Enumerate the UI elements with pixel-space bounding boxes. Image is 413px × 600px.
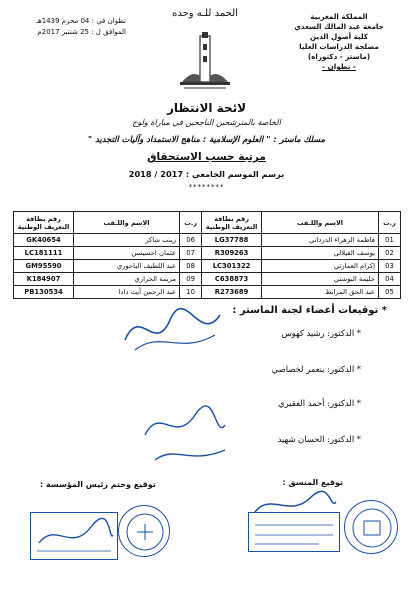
jury-member: * الدكتور: أحمد الفقيري — [278, 398, 361, 408]
table-row — [14, 273, 401, 286]
hijri-date: تطوان في : 04 محرم 1439هـ — [35, 17, 126, 25]
rank-cell: 05 — [379, 286, 401, 299]
rank-cell: 08 — [180, 260, 202, 273]
header-line: - تطوان - — [322, 62, 356, 71]
table-row — [14, 247, 401, 260]
dean-signature-label: توقيع وختم رئيس المؤسسة : — [40, 480, 156, 489]
name-cell: عبد الحق المرابط — [262, 286, 379, 299]
col-rank: ر.ت — [379, 212, 401, 234]
coordinator-signature-label: توقيع المنسق : — [282, 478, 343, 487]
rank-cell: 07 — [180, 247, 202, 260]
name-cell: عبد الرحمن أيت دادا — [74, 286, 180, 299]
col-name: الاسم واللـقب — [74, 212, 180, 234]
header-line: (ماستر - دكتوراه) — [307, 52, 371, 61]
name-cell: حليمة البوشتي — [262, 273, 379, 286]
date-block — [14, 16, 126, 38]
cin-cell: R273689 — [202, 286, 262, 299]
name-cell: عبد اللطيف الباجوري — [74, 260, 180, 273]
jury-member: * الدكتور: بنعمر لخصاصي — [271, 364, 361, 374]
rank-cell: 01 — [379, 234, 401, 247]
name-cell: يوسف القيلالي — [262, 247, 379, 260]
rank-cell: 02 — [379, 247, 401, 260]
header-line: جامعة عبد المالك السعدي — [294, 22, 384, 31]
page-subtitle: الخاصة بالمترشحين الناجحين في مباراة ولوج — [132, 118, 281, 127]
table-header-row — [14, 212, 401, 234]
cin-cell: LC301322 — [202, 260, 262, 273]
signature-scribble-icon — [120, 300, 230, 360]
cin-cell: K184907 — [14, 273, 74, 286]
institution-header — [279, 12, 399, 72]
signature-scribble-icon — [250, 490, 340, 520]
coordinator-stamp-icon — [344, 500, 398, 554]
cin-cell: C638873 — [202, 273, 262, 286]
name-cell: إكرام العمارتي — [262, 260, 379, 273]
rank-cell: 06 — [180, 234, 202, 247]
rank-cell: 04 — [379, 273, 401, 286]
name-cell: عثمان احسيسن — [74, 247, 180, 260]
col-rank: ر.ت — [180, 212, 202, 234]
ranking-label: مرتبة حسب الاستحقاق — [147, 151, 266, 163]
name-cell: مريمة الحراري — [74, 273, 180, 286]
cin-cell: GK40654 — [14, 234, 74, 247]
academic-year: برسم الموسم الجامعي : 2017 / 2018 — [128, 169, 285, 179]
name-cell: زينب شاكر — [74, 234, 180, 247]
rank-cell: 09 — [180, 273, 202, 286]
col-cin: رقم بطاقة التعريف الوطنية — [14, 212, 74, 234]
cin-cell: PB130534 — [14, 286, 74, 299]
gregorian-date: الموافق ل : 25 شتنبر 2017م — [37, 28, 126, 36]
rank-cell: 03 — [379, 260, 401, 273]
col-name: الاسم واللـقب — [262, 212, 379, 234]
stars-divider: ******** — [188, 183, 225, 191]
rank-cell: 10 — [180, 286, 202, 299]
jury-title: * توقيعات أعضاء لجنة الماستر : — [232, 305, 387, 316]
table-row — [14, 286, 401, 299]
cin-cell: LC181111 — [14, 247, 74, 260]
table-row — [14, 260, 401, 273]
jury-member: * الدكتور: الحسان شهيد — [277, 434, 361, 444]
signature-scribble-icon — [140, 405, 230, 445]
cin-cell: GM95590 — [14, 260, 74, 273]
official-stamp-icon — [118, 505, 170, 557]
name-cell: فاطمة الزهراء الدرداني — [262, 234, 379, 247]
cin-cell: LG37788 — [202, 234, 262, 247]
waiting-list-table — [13, 211, 401, 299]
table-row — [14, 234, 401, 247]
jury-member: * الدكتور: رشيد كهوس — [281, 328, 361, 338]
program-name: مسلك ماستر : " العلوم الإسلامية : مناهج الاستمداد وآليات التجديد " — [87, 134, 326, 144]
header-line: مصلحة الدراسات العليا — [299, 42, 379, 51]
header-line: المملكة المغربية — [310, 12, 368, 21]
header-line: كلية أصول الدين — [309, 32, 369, 41]
dean-stamp-icon — [30, 512, 118, 560]
university-logo-icon — [172, 30, 238, 96]
col-cin: رقم بطاقة التعريف الوطنية — [202, 212, 262, 234]
hamd-calligraphy: الحمد للـه وحده — [172, 8, 238, 19]
signature-scribble-icon — [150, 440, 230, 470]
page-title: لائحة الانتظار — [166, 101, 247, 115]
cin-cell: R309263 — [202, 247, 262, 260]
